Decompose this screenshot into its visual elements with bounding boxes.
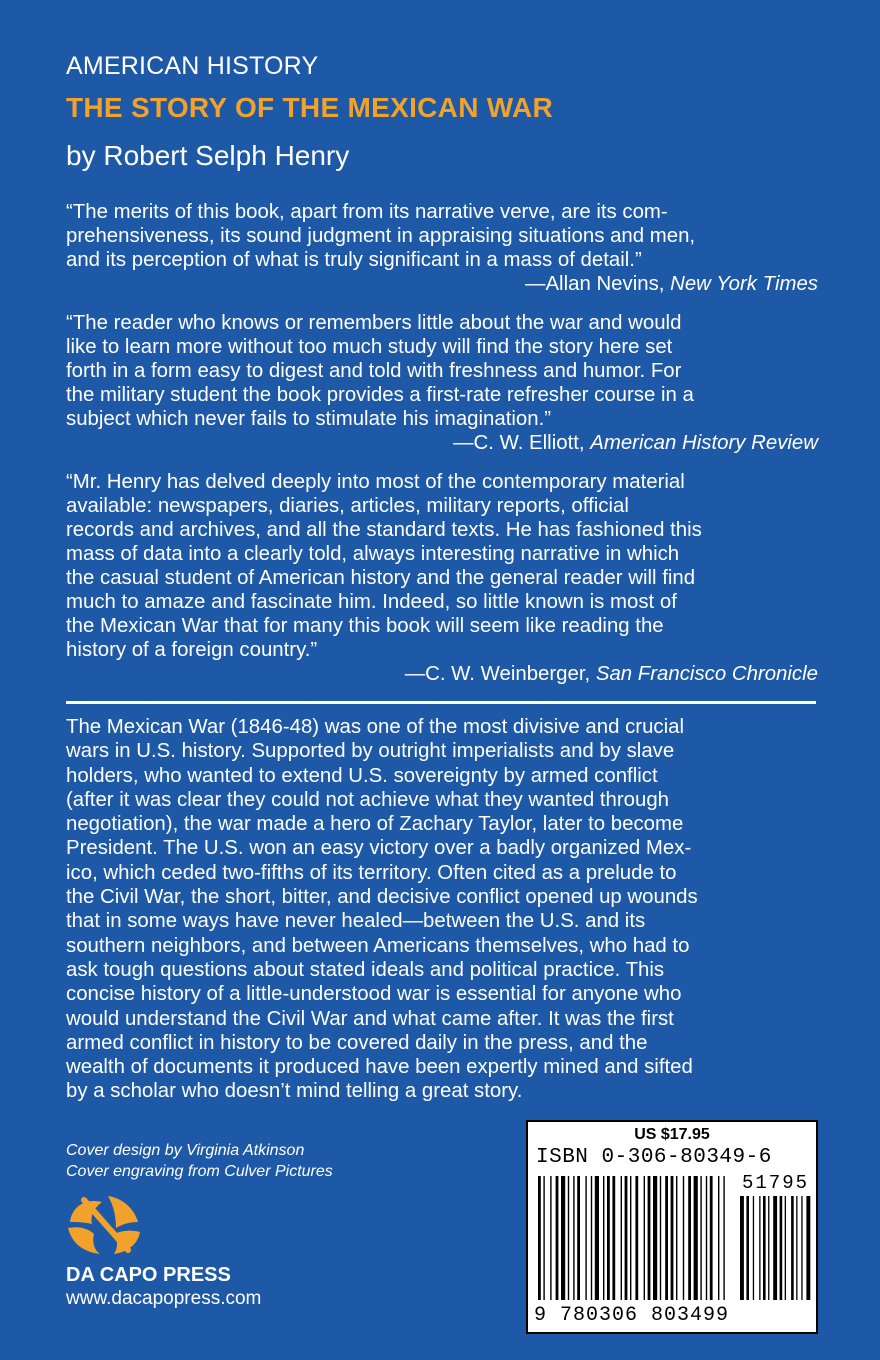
ean-digits: 9 780306 803499 — [534, 1304, 730, 1327]
quote-line: history of a foreign country.” — [66, 639, 318, 661]
quote-line: “The merits of this book, apart from its narrative verve, are its com- — [66, 201, 668, 223]
description-line: would understand the Civil War and what came after. It was the first — [66, 1007, 674, 1030]
barcode-panel — [526, 1120, 818, 1334]
attribution-source: San Francisco Chronicle — [595, 663, 818, 685]
quote-line: much to amaze and fascinate him. Indeed, so little known is most of — [66, 591, 677, 613]
quote-attribution — [66, 272, 818, 296]
cover-credits — [66, 1140, 333, 1182]
isbn-label: ISBN 0-306-80349-6 — [536, 1146, 772, 1169]
description-line: by a scholar who doesn’t mind telling a great story. — [66, 1080, 523, 1103]
price-addon-digits: 51795 — [742, 1172, 810, 1194]
book-description — [66, 715, 820, 1104]
quote-line: and its perception of what is truly significant in a mass of detail.” — [66, 249, 642, 271]
description-line: (after it was clear they could not achieve what they wanted through — [66, 788, 669, 811]
attribution-name: —C. W. Weinberger, — [404, 663, 596, 685]
quote-line: “The reader who knows or remembers little about the war and would — [66, 312, 682, 334]
description-line: that in some ways have never healed—between the U.S. and its — [66, 910, 646, 933]
cover-engraving-credit: Cover engraving from Culver Pictures — [66, 1163, 333, 1180]
quote-line: like to learn more without too much study will find the story here set — [66, 336, 673, 358]
quote-line: forth in a form easy to digest and told with freshness and humor. For — [66, 360, 682, 382]
description-line: wealth of documents it produced have been expertly mined and sifted — [66, 1056, 693, 1079]
da-capo-logo-icon — [64, 1192, 144, 1256]
attribution-source: American History Review — [590, 432, 818, 454]
description-line: negotiation), the war made a hero of Zachary Taylor, later to become — [66, 813, 684, 836]
description-line: southern neighbors, and between Americans themselves, who had to — [66, 934, 690, 957]
review-quote-2 — [66, 311, 818, 455]
quote-line: subject which never fails to stimulate his imagination.” — [66, 408, 552, 430]
attribution-name: —Allan Nevins, — [525, 273, 671, 295]
attribution-name: —C. W. Elliott, — [453, 432, 591, 454]
quote-line: the military student the book provides a first-rate refresher course in a — [66, 384, 694, 406]
quote-line: the Mexican War that for many this book will seem like reading the — [66, 615, 664, 637]
quote-line: mass of data into a clearly told, always interesting narrative in which — [66, 543, 680, 565]
quote-attribution — [66, 662, 818, 686]
quote-line: records and archives, and all the standard texts. He has fashioned this — [66, 519, 702, 541]
quote-line: prehensiveness, its sound judgment in appraising situations and men, — [66, 225, 696, 247]
description-line: President. The U.S. won an easy victory over a badly organized Mex- — [66, 837, 692, 860]
barcode-bars — [528, 1122, 816, 1332]
attribution-source: New York Times — [670, 273, 818, 295]
quote-line: “Mr. Henry has delved deeply into most of the contemporary material — [66, 471, 685, 493]
description-line: holders, who wanted to extend U.S. sovereignty by armed conflict — [66, 764, 658, 787]
description-line: The Mexican War (1846-48) was one of the most divisive and crucial — [66, 716, 685, 738]
description-line: ask tough questions about stated ideals and political practice. This — [66, 958, 665, 981]
category-label: AMERICAN HISTORY — [66, 52, 319, 80]
quote-attribution — [66, 431, 818, 455]
review-quote-1 — [66, 200, 818, 296]
publisher-website[interactable]: www.dacapopress.com — [66, 1288, 262, 1309]
quote-line: available: newspapers, diaries, articles, military reports, official — [66, 495, 629, 517]
author-line: by Robert Selph Henry — [66, 140, 350, 171]
description-line: concise history of a little-understood war is essential for anyone who — [66, 983, 682, 1006]
description-line: the Civil War, the short, bitter, and decisive conflict opened up wounds — [66, 886, 698, 909]
price-label: US $17.95 — [634, 1126, 710, 1143]
quote-line: the casual student of American history and the general reader will find — [66, 567, 696, 589]
description-line: wars in U.S. history. Supported by outright imperialists and by slave — [66, 740, 675, 763]
description-line: armed conflict in history to be covered daily in the press, and the — [66, 1031, 648, 1054]
cover-design-credit: Cover design by Virginia Atkinson — [66, 1142, 305, 1159]
description-line: ico, which ceded two-fifths of its territory. Often cited as a prelude to — [66, 861, 677, 884]
review-quote-3 — [66, 470, 818, 686]
section-divider — [66, 701, 816, 704]
publisher-name: DA CAPO PRESS — [66, 1264, 231, 1286]
book-title: THE STORY OF THE MEXICAN WAR — [66, 92, 554, 123]
